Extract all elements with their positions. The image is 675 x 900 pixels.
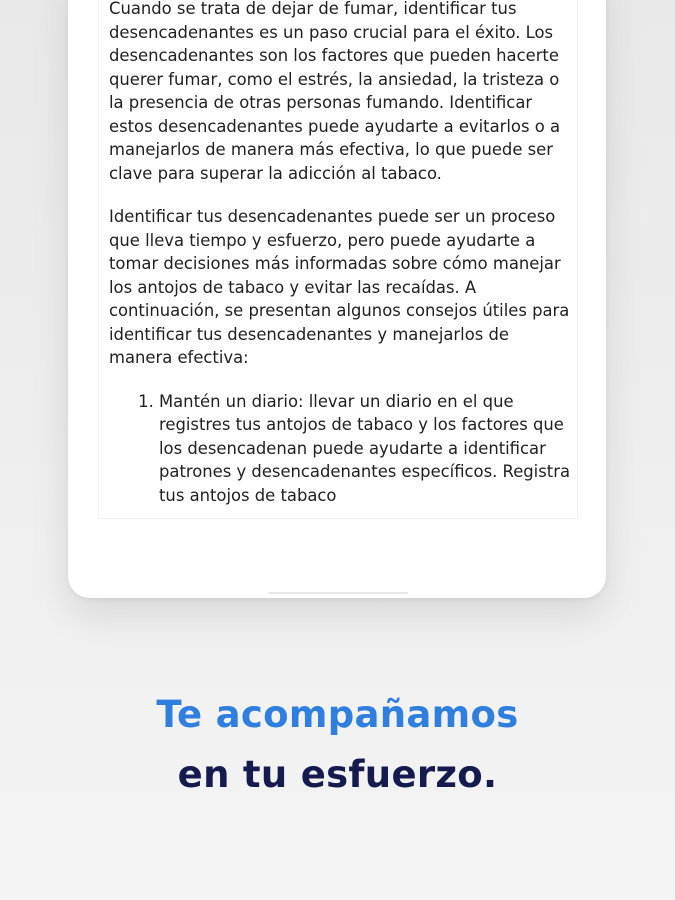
article-paragraph: Identificar tus desencadenantes puede ser un proceso que lleva tiempo y esfuerzo, pero puede ayudarte a tomar decisiones más informadas sobre cómo manejar los antojos de tabaco y evitar las recaídas. A continuación, se presentan algunos consejos útiles para identificar tus desencadenantes y manejarlos de manera efectiva: <box>109 207 570 367</box>
tips-list <box>109 390 571 508</box>
article-paragraph: Cuando se trata de dejar de fumar, identificar tus desencadenantes es un paso crucial para el éxito. Los desencadenantes son los factores que pueden hacerte querer fumar, como el estrés, la ansiedad, la tristeza o la presencia de otras personas fumando. Identificar estos desencadenantes puede ayudarte a evitarlos o a manejarlos de manera más efectiva, lo que puede ser clave para superar la adicción al tabaco. <box>109 0 560 183</box>
tagline-line-1: Te acompañamos <box>156 693 519 736</box>
device-bottom-edge <box>268 592 408 594</box>
tagline-line-2: en tu esfuerzo. <box>177 753 498 796</box>
list-item: 1. Mantén un diario: llevar un diario en el que registres tus antojos de tabaco y los factores que los desencadenan puede ayudarte a identificar patrones y desencadenantes específicos. Registra tus antojos de tabaco <box>159 390 571 508</box>
article-content[interactable] <box>109 0 571 507</box>
tablet-device-frame <box>68 0 606 598</box>
app-screen <box>98 0 578 519</box>
